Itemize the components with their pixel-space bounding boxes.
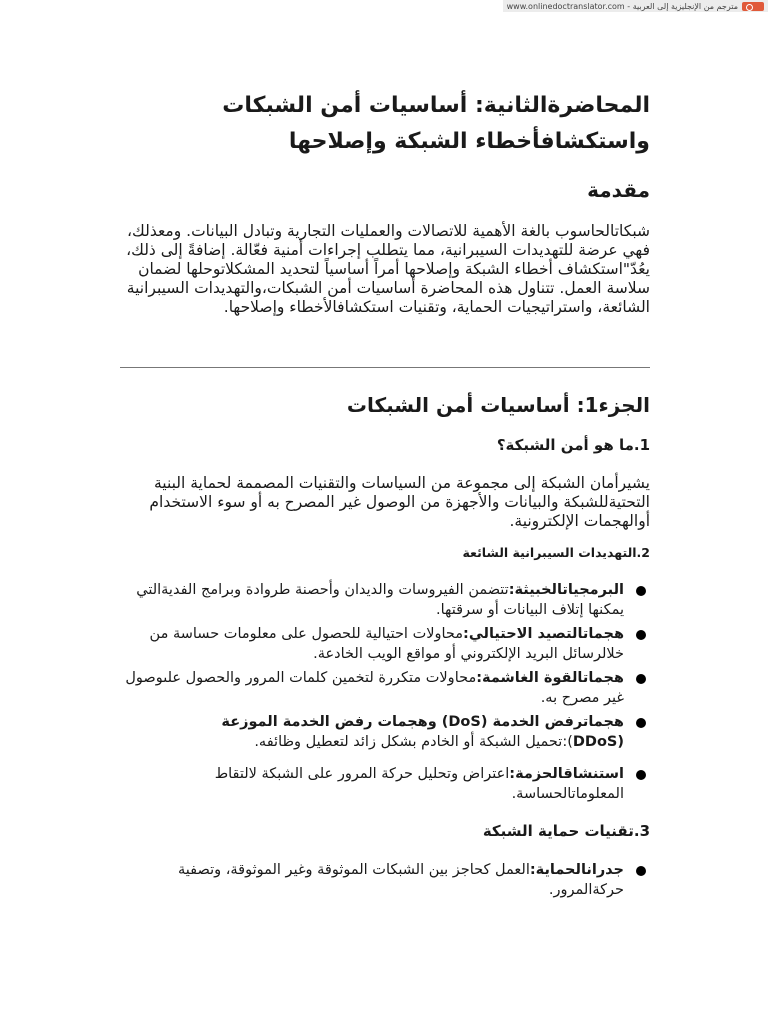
document-page [120, 88, 650, 904]
list-item-desc: محاولات متكررة لتخمين كلمات المرور والحصول علىوصول غير مصرح به. [125, 670, 624, 706]
list-item [120, 860, 650, 900]
list-item-term: استنشاقالحزمة: [509, 766, 624, 782]
list-item-desc: ):تحميل الشبكة أو الخادم بشكل زائد لتعطيل وظائفه. [254, 734, 573, 750]
bullet-icon [636, 718, 646, 728]
q1-heading: 1.ما هو أمن الشبكة؟ [496, 436, 650, 454]
list-item [120, 624, 650, 664]
protection-heading: 3.تقنيات حماية الشبكة [482, 822, 650, 840]
document-title: المحاضرةالثانية: أساسيات أمن الشبكات واستكشافأخطاء الشبكة وإصلاحها [222, 93, 650, 154]
list-item-term: البرمجياتالخبيثة: [508, 582, 624, 598]
bullet-icon [636, 586, 646, 596]
list-item-term: هجماترفض الخدمة (DoS) وهجمات رفض الخدمة الموزعة (DDoS [221, 714, 624, 750]
intro-paragraph: شبكاتالحاسوب بالغة الأهمية للاتصالات والعمليات التجارية وتبادل البيانات. ومعذلك، فهي عرضة للتهديدات السيبرانية، مما يتطلب إجراءات أمنية فعّالة. إضافةً إلى ذلك، يعُدّ"استكشاف أخطاء الشبكة وإصلاحها أمراً أساسياً لتحديد المشكلاتوحلها لضمان سلاسة العمل. تتناول هذه المحاضرة أساسيات أمن الشبكات،والتهديدات السيبرانية الشائعة، واستراتيجيات الحماية، وتقنيات استكشافالأخطاء وإصلاحها. [126, 222, 650, 316]
intro-heading: مقدمة [587, 178, 650, 202]
protection-list [120, 860, 650, 900]
list-item [120, 580, 650, 620]
translator-logo-icon [742, 2, 764, 11]
list-item [120, 712, 650, 752]
section-divider [120, 367, 650, 368]
list-item-term: هجماتالقوة الغاشمة: [476, 670, 624, 686]
list-item [120, 668, 650, 708]
list-item-desc: تتضمن الفيروسات والديدان وأحصنة طروادة وبرامج الفديةالتي يمكنها إتلاف البيانات أو سرقتها. [136, 582, 624, 618]
list-item-term: هجماتالتصيد الاحتيالي: [463, 626, 624, 642]
list-item-desc: اعتراض وتحليل حركة المرور على الشبكة لالتقاط المعلوماتالحساسة. [214, 766, 624, 802]
part1-heading: الجزء1: أساسيات أمن الشبكات [346, 393, 650, 417]
q1-paragraph: يشيرأمان الشبكة إلى مجموعة من السياسات والتقنيات المصممة لحماية البنية التحتيةللشبكة والبيانات والأجهزة من الوصول غير المصرح به أو سوء الاستخدام أوالهجمات الإلكترونية. [149, 474, 650, 530]
list-item-term: جدرانالحماية: [529, 862, 624, 878]
list-item [120, 764, 650, 804]
translator-source-text: www.onlinedoctranslator.com - مترجم من الإنجليزية إلى العربية [506, 1, 738, 11]
threats-heading: 2.التهديدات السيبرانية الشائعة [462, 545, 650, 560]
bullet-icon [636, 866, 646, 876]
bullet-icon [636, 674, 646, 684]
list-item-desc: محاولات احتيالية للحصول على معلومات حساسة من خلالرسائل البريد الإلكتروني أو مواقع الويب الخادعة. [149, 626, 624, 662]
bullet-icon [636, 630, 646, 640]
threats-list [120, 580, 650, 804]
list-item-desc: العمل كحاجز بين الشبكات الموثوقة وغير الموثوقة، وتصفية حركةالمرور. [178, 862, 624, 898]
bullet-icon [636, 770, 646, 780]
translator-banner [503, 0, 768, 12]
